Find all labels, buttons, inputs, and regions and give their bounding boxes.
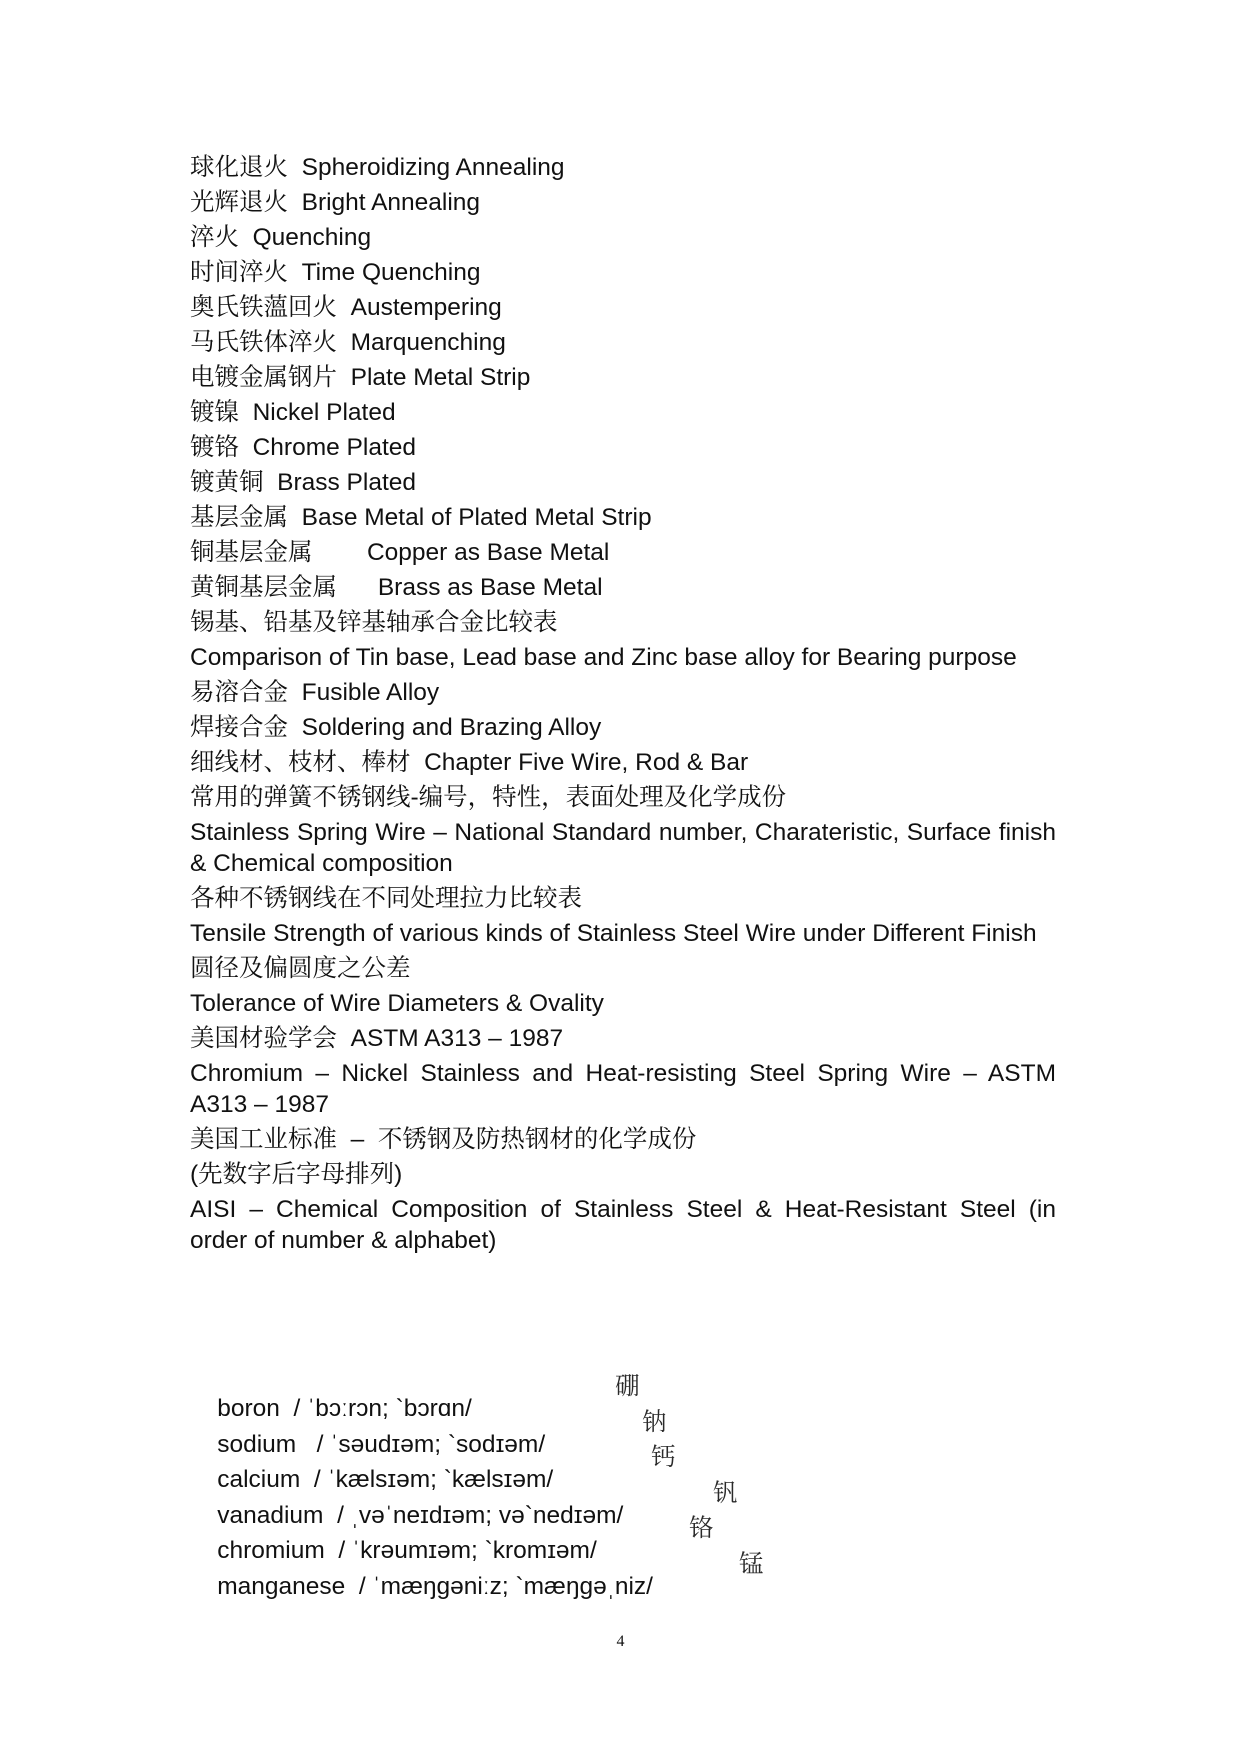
element-chinese-name: 铬 (689, 1513, 714, 1542)
text-line: 常用的弹簧不锈钢线-编号，特性，表面处理及化学成份 (190, 784, 787, 811)
document-body (190, 150, 1056, 1258)
text-line: 美国材验学会 ASTM A313 – 1987 (190, 1025, 564, 1052)
element-chinese-name: 硼 (615, 1371, 640, 1400)
text-line: 奥氏铁薀回火 Austempering (190, 294, 502, 321)
text-line: 铜基层金属 Copper as Base Metal (190, 539, 610, 566)
paragraph: AISI – Chemical Composition of Stainless Steel & Heat-Resistant Steel (in order of number & alphabet) (190, 1196, 1056, 1254)
element-pronunciation: chromium / ˈkrəumɪəm; `kromɪəm/ (217, 1537, 597, 1564)
element-pronunciation: calcium / ˈkælsɪəm; `kælsɪəm/ (217, 1466, 554, 1493)
text-line: 淬火 Quenching (190, 224, 372, 251)
element-row (190, 1545, 764, 1600)
element-chinese-name: 钙 (651, 1442, 676, 1471)
text-line: 镀镍 Nickel Plated (190, 399, 396, 426)
text-line: 电镀金属钢片 Plate Metal Strip (190, 364, 531, 391)
text-line: 焊接合金 Soldering and Brazing Alloy (190, 714, 602, 741)
element-chinese-name: 锰 (739, 1548, 764, 1578)
element-row (190, 1438, 676, 1493)
text-line: 基层金属 Base Metal of Plated Metal Strip (190, 504, 652, 531)
paragraph: Stainless Spring Wire – National Standard number, Charateristic, Surface finish & Chemical composition (190, 819, 1056, 877)
element-pronunciation: sodium / ˈsəudɪəm; `sodɪəm/ (217, 1430, 546, 1458)
text-line: 镀铬 Chrome Plated (190, 434, 417, 461)
text-line: 球化退火 Spheroidizing Annealing (190, 154, 565, 181)
paragraph: Chromium – Nickel Stainless and Heat-resisting Steel Spring Wire – ASTM A313 – 1987 (190, 1060, 1056, 1118)
paragraph: Tensile Strength of various kinds of Stainless Steel Wire under Different Finish (190, 920, 1037, 947)
element-row (190, 1367, 653, 1422)
text-line: 马氏铁体淬火 Marquenching (190, 329, 506, 356)
element-row (190, 1403, 667, 1458)
element-pronunciation: boron / ˈbɔːrɔn; `bɔrɑn/ (217, 1395, 472, 1422)
text-line: 时间淬火 Time Quenching (190, 259, 481, 286)
text-line: 黄铜基层金属 Brass as Base Metal (190, 574, 603, 601)
text-line: 细线材、枝材、棒材 Chapter Five Wire, Rod & Bar (190, 749, 749, 776)
text-line: 易溶合金 Fusible Alloy (190, 679, 440, 706)
element-row (190, 1509, 714, 1564)
element-chinese-name: 钒 (713, 1477, 738, 1507)
text-line: 圆径及偏圆度之公差 (190, 955, 411, 982)
text-line: 光辉退火 Bright Annealing (190, 189, 481, 216)
text-line: 锡基、铅基及锌基轴承合金比较表 (190, 609, 558, 636)
element-row (190, 1474, 738, 1529)
element-pronunciation-list (190, 1367, 764, 1600)
paragraph: Comparison of Tin base, Lead base and Zinc base alloy for Bearing purpose (190, 644, 1017, 671)
element-pronunciation: vanadium / ˌvəˈneɪdɪəm; və`nedɪəm/ (217, 1501, 624, 1529)
text-line: 镀黄铜 Brass Plated (190, 469, 417, 496)
text-line: Tolerance of Wire Diameters & Ovality (190, 990, 604, 1017)
text-line: 各种不锈钢线在不同处理拉力比较表 (190, 885, 582, 912)
text-line: 美国工业标准 – 不锈钢及防热钢材的化学成份 (190, 1126, 697, 1153)
text-line: (先数字后字母排列) (190, 1161, 403, 1188)
element-chinese-name: 钠 (642, 1406, 667, 1436)
element-pronunciation: manganese / ˈmæŋgəniːz; `mæŋgəˌniz/ (217, 1572, 653, 1600)
page-number: 4 (616, 1633, 625, 1650)
